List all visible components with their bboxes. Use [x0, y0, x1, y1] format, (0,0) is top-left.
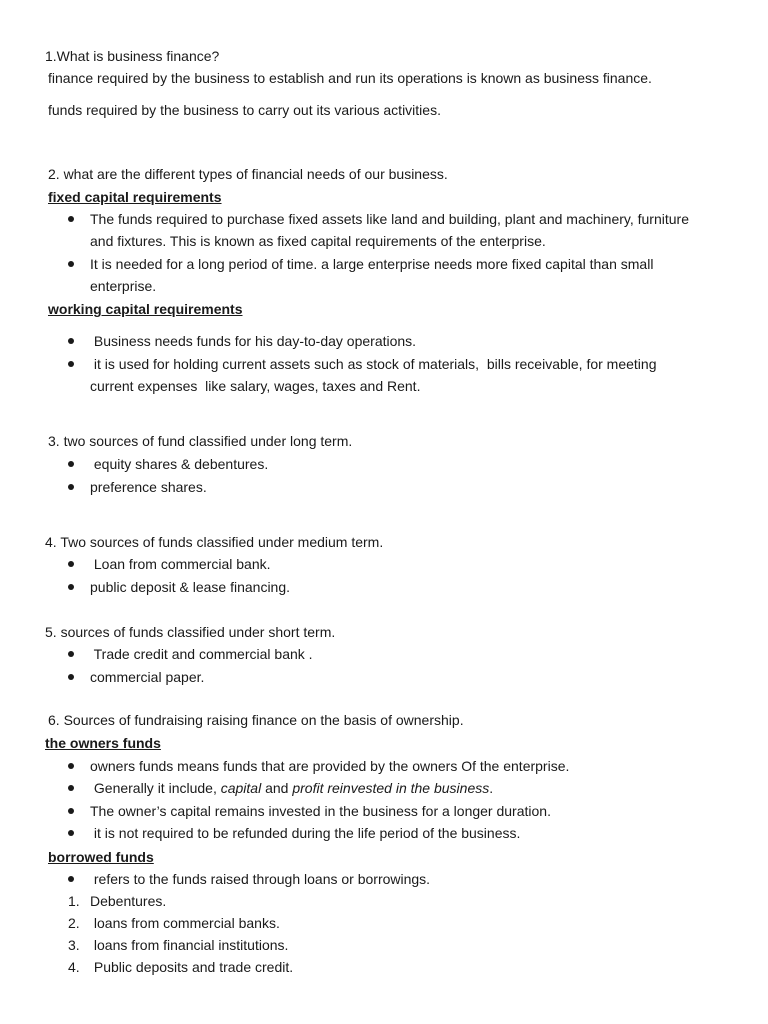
list-item: refers to the funds raised through loans or borrowings. — [90, 871, 431, 887]
list-item: It is needed for a long period of time. a large enterprise needs more fixed capital than small — [90, 256, 654, 272]
bullet-dot — [68, 830, 74, 836]
numbered-item: Public deposits and trade credit. — [90, 959, 294, 975]
list-item-continuation: and fixtures. This is known as fixed capital requirements of the enterprise. — [90, 233, 546, 249]
list-item-continuation: current expenses like salary, wages, taxes and Rent. — [90, 378, 421, 394]
list-number: 1. — [68, 893, 80, 909]
question-5-title: 5. sources of funds classified under short term. — [45, 624, 336, 640]
bullet-dot — [68, 808, 74, 814]
list-item: Business needs funds for his day-to-day operations. — [90, 333, 417, 349]
question-4-title: 4. Two sources of funds classified under medium term. — [45, 534, 384, 550]
answer-line: finance required by the business to establish and run its operations is known as business finance. — [48, 70, 652, 86]
list-item-text: and — [261, 780, 293, 796]
list-item: The owner’s capital remains invested in the business for a longer duration. — [90, 803, 551, 819]
list-item-text: . — [489, 780, 494, 796]
list-item: it is not required to be refunded during the life period of the business. — [90, 825, 521, 841]
list-item: owners funds means funds that are provided by the owners Of the enterprise. — [90, 758, 570, 774]
bullet-dot — [68, 361, 74, 367]
answer-line: funds required by the business to carry out its various activities. — [48, 102, 441, 118]
bullet-dot — [68, 763, 74, 769]
bullet-dot — [68, 261, 74, 267]
list-item: it is used for holding current assets such as stock of materials, bills receivable, for meeting — [90, 356, 657, 372]
numbered-item: Debentures. — [90, 893, 167, 909]
fixed-capital-heading: fixed capital requirements — [48, 189, 222, 205]
list-item: public deposit & lease financing. — [90, 579, 291, 595]
bullet-dot — [68, 561, 74, 567]
emphasis-capital: capital — [220, 780, 262, 796]
list-item: equity shares & debentures. — [90, 456, 269, 472]
bullet-dot — [68, 651, 74, 657]
bullet-dot — [68, 674, 74, 680]
working-capital-heading: working capital requirements — [48, 301, 243, 317]
list-number: 3. — [68, 937, 80, 953]
list-item: The funds required to purchase fixed assets like land and building, plant and machinery, furniture — [90, 211, 689, 227]
bullet-dot — [68, 785, 74, 791]
list-number: 2. — [68, 915, 80, 931]
question-1-title: 1.What is business finance? — [45, 48, 220, 64]
owners-funds-heading: the owners funds — [45, 735, 161, 751]
bullet-dot — [68, 338, 74, 344]
list-item-text: Generally it include, — [90, 780, 221, 796]
numbered-item: loans from financial institutions. — [90, 937, 289, 953]
list-number: 4. — [68, 959, 80, 975]
list-item — [90, 779, 493, 797]
numbered-item: loans from commercial banks. — [90, 915, 280, 931]
bullet-dot — [68, 584, 74, 590]
question-3-title: 3. two sources of fund classified under long term. — [48, 433, 353, 449]
list-item: Loan from commercial bank. — [90, 556, 271, 572]
question-2-title: 2. what are the different types of financial needs of our business. — [48, 166, 448, 182]
borrowed-funds-heading: borrowed funds — [48, 849, 154, 865]
bullet-dot — [68, 876, 74, 882]
list-item: Trade credit and commercial bank . — [90, 646, 313, 662]
emphasis-profit: profit reinvested in the business — [292, 780, 490, 796]
bullet-dot — [68, 216, 74, 222]
list-item-continuation: enterprise. — [90, 278, 157, 294]
bullet-dot — [68, 461, 74, 467]
question-6-title: 6. Sources of fundraising raising finance on the basis of ownership. — [48, 712, 464, 728]
list-item: commercial paper. — [90, 669, 205, 685]
list-item: preference shares. — [90, 479, 207, 495]
bullet-dot — [68, 484, 74, 490]
